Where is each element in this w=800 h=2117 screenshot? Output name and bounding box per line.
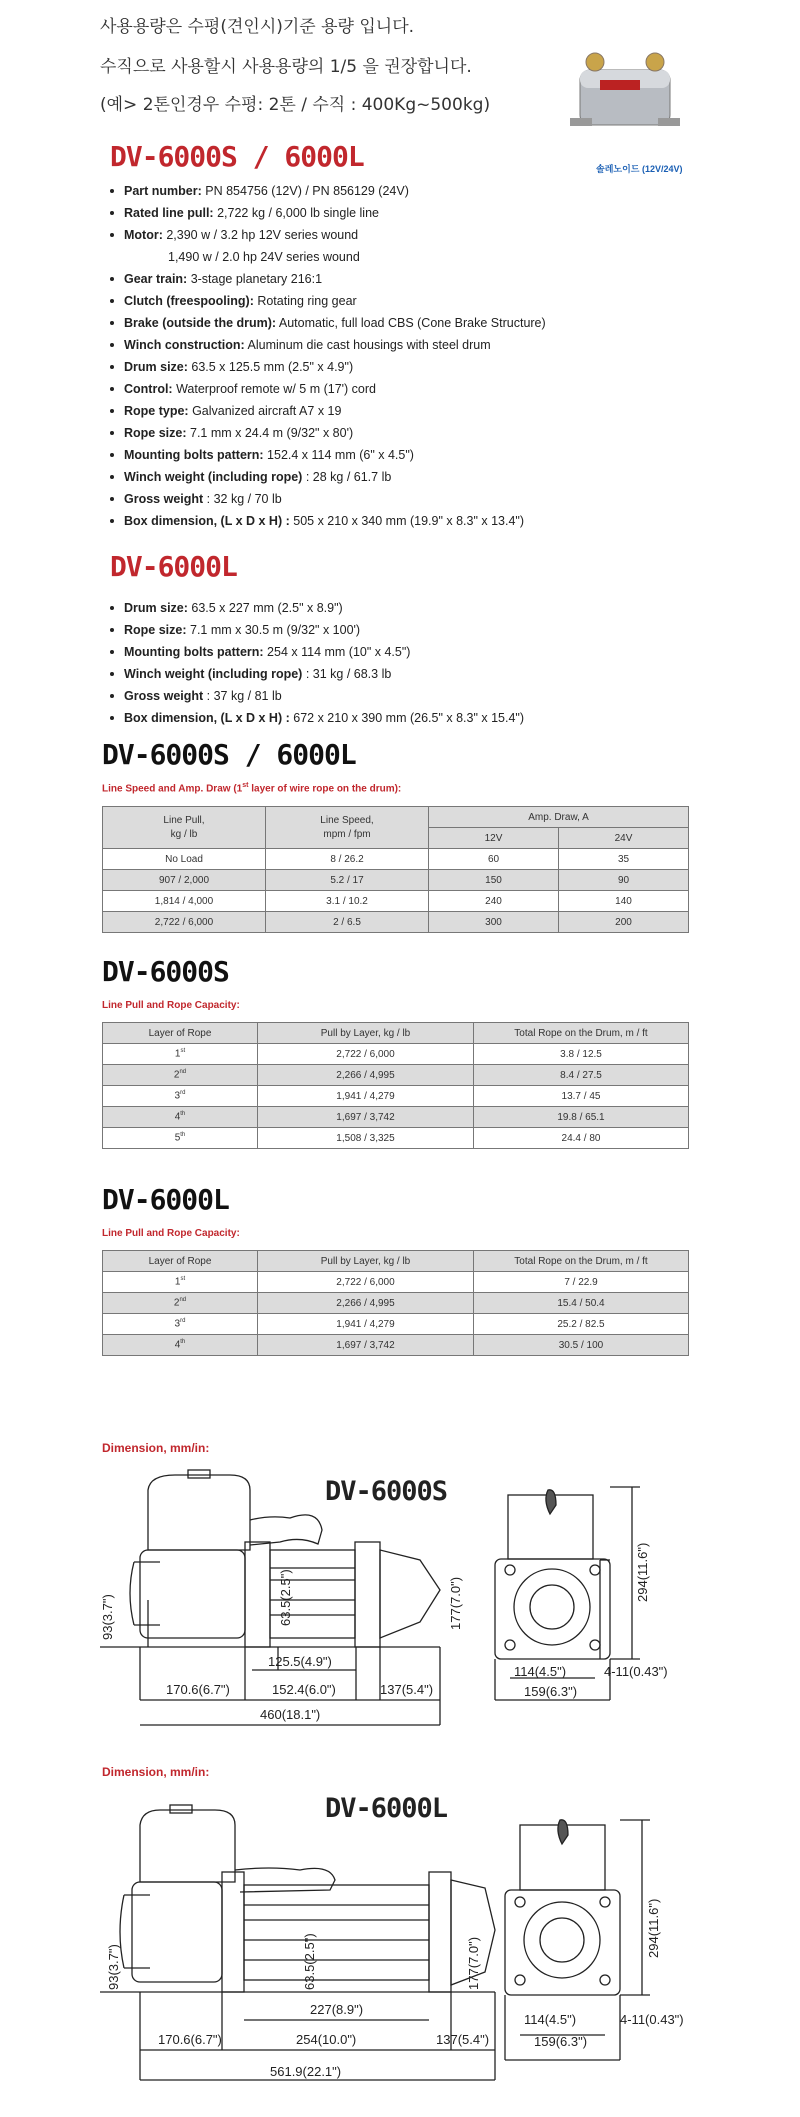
dim-s-177: 177(7.0") xyxy=(448,1576,463,1630)
dim-l-drum: 63.5(2.5") xyxy=(302,1933,317,1990)
table-row xyxy=(103,1065,689,1086)
spec-item xyxy=(110,400,546,422)
dim-s-137: 137(5.4") xyxy=(380,1682,434,1697)
dim-s-1706: 170.6(6.7") xyxy=(166,1682,230,1697)
spec-label: Rope type: xyxy=(124,404,189,418)
spec-value: 7.1 mm x 24.4 m (9/32" x 80') xyxy=(186,426,354,440)
spec-value: 7.1 mm x 30.5 m (9/32" x 100') xyxy=(186,623,361,637)
spec-item xyxy=(110,268,546,290)
spec-label: Control: xyxy=(124,382,173,396)
table-cell: 1,941 / 4,279 xyxy=(258,1314,474,1335)
table-cell: 907 / 2,000 xyxy=(103,870,266,891)
pull-l-subtitle: Line Pull and Rope Capacity: xyxy=(102,1228,240,1239)
table-row xyxy=(103,891,689,912)
spec-item xyxy=(110,510,546,532)
dim-l-1706: 170.6(6.7") xyxy=(158,2032,222,2047)
header-pull: Pull by Layer, kg / lb xyxy=(258,1023,474,1044)
table-cell: 150 xyxy=(429,870,559,891)
spec-item xyxy=(110,466,546,488)
spec-label: Drum size: xyxy=(124,360,188,374)
layer-cell: 1st xyxy=(103,1272,258,1293)
spec-item xyxy=(110,685,524,707)
spec-item xyxy=(110,312,546,334)
dim-s-label: Dimension, mm/in: xyxy=(102,1441,210,1455)
pull-l-title: DV-6000L xyxy=(102,1183,229,1216)
spec-item xyxy=(110,180,546,202)
spec-value: 63.5 x 227 mm (2.5" x 8.9") xyxy=(187,601,343,615)
intro-line-2: 수직으로 사용할시 사용용량의 1/5 을 권장합니다. xyxy=(100,57,472,77)
table-cell: 1,941 / 4,279 xyxy=(258,1086,474,1107)
table-cell: 25.2 / 82.5 xyxy=(474,1314,689,1335)
spec-label: Drum size: xyxy=(124,601,188,615)
table-row xyxy=(103,912,689,933)
header-total: Total Rope on the Drum, m / ft xyxy=(474,1251,689,1272)
model-l-specs xyxy=(110,597,524,729)
dim-s-1255: 125.5(4.9") xyxy=(268,1654,332,1669)
header-total: Total Rope on the Drum, m / ft xyxy=(474,1023,689,1044)
layer-cell: 2nd xyxy=(103,1065,258,1086)
dim-s-159: 159(6.3") xyxy=(524,1684,578,1699)
table-row xyxy=(103,1293,689,1314)
solenoid-caption: 솔레노이드 (12V/24V) xyxy=(596,164,683,174)
spec-label: Box dimension, (L x D x H) : xyxy=(124,514,290,528)
table-row xyxy=(103,870,689,891)
dim-l-159: 159(6.3") xyxy=(534,2034,588,2049)
table-row xyxy=(103,1272,689,1293)
dim-s-drum: 63.5(2.5") xyxy=(278,1569,293,1626)
spec-item xyxy=(110,597,524,619)
speed-table xyxy=(102,806,689,933)
layer-cell: 4th xyxy=(103,1107,258,1128)
spec-value: 2,390 w / 3.2 hp 12V series wound xyxy=(162,228,359,242)
header-12v: 12V xyxy=(429,828,559,849)
header-24v: 24V xyxy=(559,828,689,849)
table-row xyxy=(103,1086,689,1107)
table-cell: No Load xyxy=(103,849,266,870)
table-cell: 30.5 / 100 xyxy=(474,1335,689,1356)
table-cell: 2,266 / 4,995 xyxy=(258,1293,474,1314)
spec-item xyxy=(110,356,546,378)
spec-value: 672 x 210 x 390 mm (26.5" x 8.3" x 15.4") xyxy=(289,711,525,725)
speed-table-title: DV-6000S / 6000L xyxy=(102,738,356,771)
layer-cell: 3rd xyxy=(103,1086,258,1107)
dim-s-294: 294(11.6") xyxy=(635,1542,650,1602)
header-layer: Layer of Rope xyxy=(103,1023,258,1044)
table-row xyxy=(103,1335,689,1356)
table-cell: 2 / 6.5 xyxy=(266,912,429,933)
spec-label: Mounting bolts pattern: xyxy=(124,448,264,462)
header-line-speed: Line Speed, mpm / fpm xyxy=(266,807,429,849)
spec-label: Gross weight xyxy=(124,689,204,703)
spec-label: Mounting bolts pattern: xyxy=(124,645,264,659)
table-cell: 15.4 / 50.4 xyxy=(474,1293,689,1314)
table-cell: 2,722 / 6,000 xyxy=(258,1272,474,1293)
dim-l-254: 254(10.0") xyxy=(296,2032,357,2047)
dim-l-label: Dimension, mm/in: xyxy=(102,1765,210,1779)
spec-label: Box dimension, (L x D x H) : xyxy=(124,711,290,725)
speed-table-subtitle: Line Speed and Amp. Draw (1st layer of wire rope on the drum): xyxy=(102,782,402,795)
table-cell: 240 xyxy=(429,891,559,912)
spec-label: Clutch (freespooling): xyxy=(124,294,254,308)
table-row xyxy=(103,849,689,870)
table-cell: 2,722 / 6,000 xyxy=(103,912,266,933)
pull-s-title: DV-6000S xyxy=(102,955,229,988)
table-cell: 8.4 / 27.5 xyxy=(474,1065,689,1086)
spec-label: Gross weight xyxy=(124,492,204,506)
spec-item xyxy=(110,422,546,444)
spec-value: Waterproof remote w/ 5 m (17') cord xyxy=(172,382,376,396)
spec-label: Part number: xyxy=(124,184,202,198)
dim-s-114: 114(4.5") xyxy=(514,1664,567,1679)
table-cell: 1,697 / 3,742 xyxy=(258,1335,474,1356)
model-s-specs xyxy=(110,180,546,532)
spec-value: 505 x 210 x 340 mm (19.9" x 8.3" x 13.4") xyxy=(289,514,525,528)
table-cell: 60 xyxy=(429,849,559,870)
spec-label: Rated line pull: xyxy=(124,206,214,220)
dim-l-227: 227(8.9") xyxy=(310,2002,364,2017)
table-cell: 24.4 / 80 xyxy=(474,1128,689,1149)
table-cell: 7 / 22.9 xyxy=(474,1272,689,1293)
pull-l-table xyxy=(102,1250,689,1356)
spec-label: Brake (outside the drum): xyxy=(124,316,277,330)
spec-item xyxy=(110,246,546,268)
spec-item xyxy=(110,444,546,466)
table-cell: 8 / 26.2 xyxy=(266,849,429,870)
table-row xyxy=(103,1314,689,1335)
table-cell: 1,508 / 3,325 xyxy=(258,1128,474,1149)
spec-value: PN 854756 (12V) / PN 856129 (24V) xyxy=(201,184,409,198)
table-cell: 1,814 / 4,000 xyxy=(103,891,266,912)
table-cell: 140 xyxy=(559,891,689,912)
layer-cell: 4th xyxy=(103,1335,258,1356)
table-cell: 200 xyxy=(559,912,689,933)
dim-l-411: 4-11(0.43") xyxy=(620,2012,684,2027)
table-cell: 19.8 / 65.1 xyxy=(474,1107,689,1128)
spec-label: Motor: xyxy=(124,228,163,242)
spec-item xyxy=(110,707,524,729)
intro-line-3: (예> 2톤인경우 수평: 2톤 / 수직 : 400Kg~500kg) xyxy=(100,95,491,115)
table-cell: 35 xyxy=(559,849,689,870)
table-cell: 2,266 / 4,995 xyxy=(258,1065,474,1086)
spec-item xyxy=(110,290,546,312)
spec-value: Automatic, full load CBS (Cone Brake Structure) xyxy=(276,316,546,330)
spec-item xyxy=(110,663,524,685)
table-row xyxy=(103,1107,689,1128)
model-l-title: DV-6000L xyxy=(110,550,237,583)
header-layer: Layer of Rope xyxy=(103,1251,258,1272)
spec-item xyxy=(110,619,524,641)
dim-l-177: 177(7.0") xyxy=(466,1936,481,1990)
dim-l-93: 93(3.7") xyxy=(106,1944,121,1990)
spec-item xyxy=(110,202,546,224)
dim-s-model: DV-6000S xyxy=(325,1476,448,1507)
spec-label: Rope size: xyxy=(124,623,187,637)
spec-item xyxy=(110,488,546,510)
spec-value: 3-stage planetary 216:1 xyxy=(187,272,323,286)
pull-s-table xyxy=(102,1022,689,1149)
table-row xyxy=(103,1128,689,1149)
table-cell: 2,722 / 6,000 xyxy=(258,1044,474,1065)
spec-value: Aluminum die cast housings with steel drum xyxy=(244,338,491,352)
spec-value: : 31 kg / 68.3 lb xyxy=(302,667,392,681)
pull-s-subtitle: Line Pull and Rope Capacity: xyxy=(102,1000,240,1011)
spec-value: 254 x 114 mm (10" x 4.5") xyxy=(263,645,411,659)
dim-l-294: 294(11.6") xyxy=(646,1898,661,1958)
layer-cell: 2nd xyxy=(103,1293,258,1314)
spec-item xyxy=(110,378,546,400)
dim-s-460: 460(18.1") xyxy=(260,1707,321,1722)
spec-value: 1,490 w / 2.0 hp 24V series wound xyxy=(168,250,360,264)
spec-value: : 32 kg / 70 lb xyxy=(203,492,282,506)
layer-cell: 3rd xyxy=(103,1314,258,1335)
spec-value: 63.5 x 125.5 mm (2.5" x 4.9") xyxy=(187,360,354,374)
table-cell: 3.1 / 10.2 xyxy=(266,891,429,912)
spec-value: 152.4 x 114 mm (6" x 4.5") xyxy=(263,448,414,462)
dim-s-411: 4-11(0.43") xyxy=(604,1664,668,1679)
header-pull: Pull by Layer, kg / lb xyxy=(258,1251,474,1272)
table-cell: 3.8 / 12.5 xyxy=(474,1044,689,1065)
header-amp-draw: Amp. Draw, A xyxy=(429,807,689,828)
header-line-pull: Line Pull, kg / lb xyxy=(103,807,266,849)
layer-cell: 1st xyxy=(103,1044,258,1065)
table-cell: 5.2 / 17 xyxy=(266,870,429,891)
spec-value: : 37 kg / 81 lb xyxy=(203,689,282,703)
model-s-title: DV-6000S / 6000L xyxy=(110,140,364,173)
spec-label: Gear train: xyxy=(124,272,188,286)
table-cell: 1,697 / 3,742 xyxy=(258,1107,474,1128)
dim-s-93: 93(3.7") xyxy=(100,1594,115,1640)
table-row xyxy=(103,1044,689,1065)
spec-value: : 28 kg / 61.7 lb xyxy=(302,470,392,484)
spec-value: Galvanized aircraft A7 x 19 xyxy=(188,404,342,418)
spec-label: Rope size: xyxy=(124,426,187,440)
dim-l-114: 114(4.5") xyxy=(524,2012,577,2027)
table-cell: 13.7 / 45 xyxy=(474,1086,689,1107)
spec-value: 2,722 kg / 6,000 lb single line xyxy=(213,206,379,220)
dim-l-model: DV-6000L xyxy=(325,1793,448,1824)
intro-line-1: 사용용량은 수평(견인시)기준 용량 입니다. xyxy=(100,17,415,37)
dim-s-1524: 152.4(6.0") xyxy=(272,1682,336,1697)
spec-item xyxy=(110,641,524,663)
table-cell: 300 xyxy=(429,912,559,933)
table-cell: 90 xyxy=(559,870,689,891)
solenoid-image xyxy=(560,30,700,150)
dim-l-137: 137(5.4") xyxy=(436,2032,490,2047)
spec-label: Winch weight (including rope) xyxy=(124,667,303,681)
spec-label: Winch construction: xyxy=(124,338,245,352)
dim-l-5619: 561.9(22.1") xyxy=(270,2064,342,2079)
spec-value: Rotating ring gear xyxy=(253,294,357,308)
layer-cell: 5th xyxy=(103,1128,258,1149)
spec-item xyxy=(110,334,546,356)
spec-label: Winch weight (including rope) xyxy=(124,470,303,484)
spec-item xyxy=(110,224,546,246)
